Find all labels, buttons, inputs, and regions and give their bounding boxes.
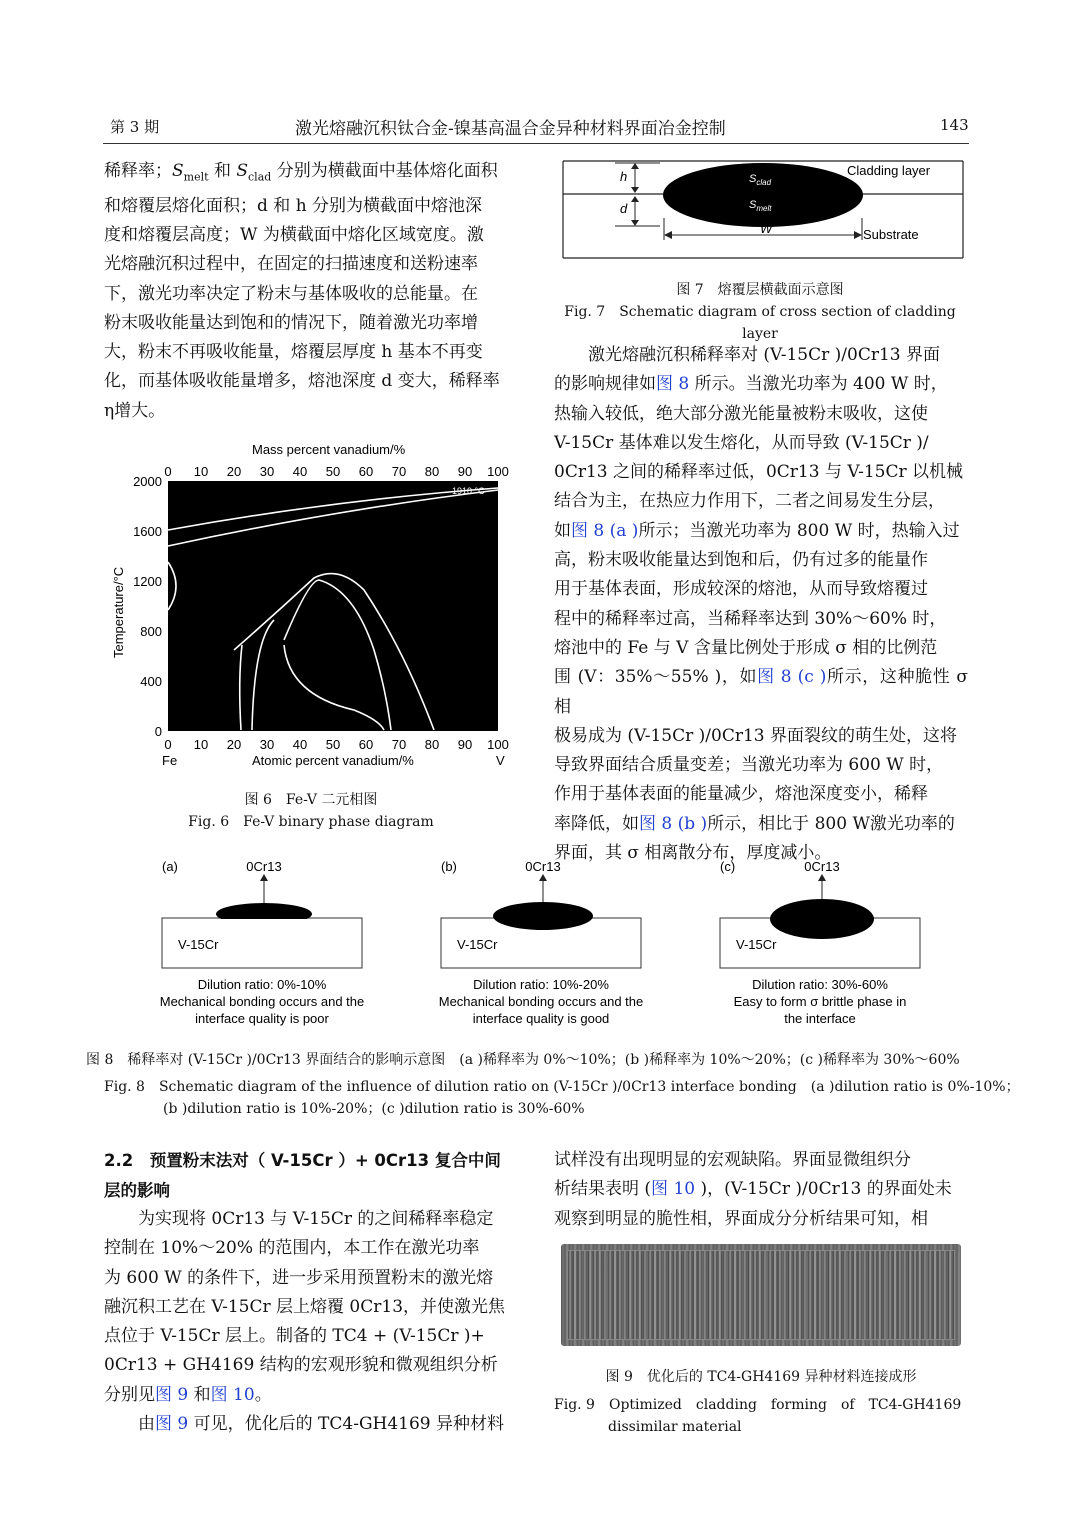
text-line: V-15Cr 基体难以发生熔化，从而导致 (V-15Cr )/: [554, 432, 929, 453]
top-tick-label: 30: [259, 464, 275, 479]
figure-9-caption-en-1: Fig. 9 Optimized cladding forming of TC4-GH4169: [554, 1397, 962, 1413]
top-axis-label: Mass percent vanadium/%: [252, 442, 406, 457]
arrow-head: [818, 874, 826, 881]
fig10-link-2[interactable]: 图 10: [651, 1179, 696, 1200]
y-tick-label: 1600: [133, 524, 162, 539]
melt-pool: [493, 902, 593, 930]
text-line: 粉末吸收能量达到饱和的情况下，随着激光功率增: [104, 312, 478, 333]
panel-tag: (a): [162, 859, 178, 874]
figure-9-caption-cn: 图 9 优化后的 TC4-GH4169 异种材料连接成形: [605, 1369, 917, 1385]
text-line: 下，激光功率决定了粉末与基体吸收的总能量。在: [104, 283, 478, 304]
left-top-paragraph: [104, 157, 518, 426]
fig9-link-2[interactable]: 图 9: [155, 1414, 189, 1435]
substrate-label: Substrate: [863, 227, 919, 242]
text-line: 稀释率；$S_{melt}$ 和 $S_{clad}$ 分别为横截面中基体熔化面积: [104, 161, 498, 184]
section-paragraph: [104, 1205, 518, 1439]
figure-6-phase-diagram: [104, 440, 524, 775]
figure-7-caption-en: Fig. 7 Schematic diagram of cross section of cladding layer: [564, 304, 956, 342]
text-line: 作用于基体表面的能量减少，熔池深度变小，稀释: [554, 784, 928, 805]
photo-sample: [567, 1250, 955, 1340]
label-w: W: [760, 221, 773, 236]
text-line: 由图 9 可见，优化后的 TC4-GH4169 异种材料: [138, 1414, 505, 1435]
fig8b-link[interactable]: 图 8 (b ): [639, 813, 708, 834]
panel-desc-line: Mechanical bonding occurs and the: [438, 994, 644, 1009]
y-tick-label: 800: [140, 624, 162, 639]
y-tick-label: 2000: [133, 474, 162, 489]
text-line: 析结果表明 (图 10 )，(V-15Cr )/0Cr13 的界面处未: [554, 1179, 952, 1200]
panel-0cr13-label: 0Cr13: [246, 859, 282, 874]
top-tick-label: 80: [424, 464, 440, 479]
text-line: 导致界面结合质量变差；当激光功率为 600 W 时，: [554, 755, 944, 776]
panel-desc-line: the interface: [784, 1011, 856, 1026]
bottom-tick-label: 100: [487, 737, 509, 752]
panel-0cr13-label: 0Cr13: [804, 859, 840, 874]
substrate-fill: [210, 919, 320, 934]
panel-dilution-label: Dilution ratio: 30%-60%: [752, 977, 888, 992]
panel-substrate-label: V-15Cr: [178, 937, 219, 952]
text-line: 为 600 W 的条件下，进一步采用预置粉末的激光熔: [104, 1267, 494, 1288]
y-tick-label: 400: [140, 674, 162, 689]
text-line: 分别见图 9 和图 10。: [104, 1384, 272, 1405]
bottom-tick-label: 30: [259, 737, 275, 752]
top-tick-label: 70: [391, 464, 407, 479]
text-line: 为实现将 0Cr13 与 V-15Cr 的之间稀释率稳定: [138, 1209, 494, 1229]
text-line: 程中的稀释率过高，当稀释率达到 30%～60% 时，: [554, 608, 947, 629]
figure-9-photo: [561, 1244, 961, 1346]
bottom-tick-label: 10: [193, 737, 209, 752]
panel-desc-line: interface quality is good: [472, 1011, 610, 1026]
text-line: η增大。: [104, 400, 166, 421]
fig8-panel: [720, 859, 920, 1026]
text-line: 高，粉末吸收能量达到饱和后，仍有过多的能量作: [554, 550, 928, 571]
text-line: 结合为主，在热应力作用下，二者之间易发生分层，: [554, 491, 945, 512]
bottom-tick-label: 50: [325, 737, 341, 752]
bottom-tick-label: 60: [358, 737, 374, 752]
top-tick-label: 40: [292, 464, 308, 479]
bottom-tick-label: 20: [226, 737, 242, 752]
panel-desc-line: interface quality is poor: [195, 1011, 329, 1026]
top-tick-label: 60: [358, 464, 374, 479]
section-heading: [104, 1146, 518, 1206]
panel-desc-line: Easy to form σ brittle phase in: [733, 994, 907, 1009]
label-d: d: [620, 201, 628, 216]
panel-desc-line: Mechanical bonding occurs and the: [159, 994, 365, 1009]
panel-tag: (c): [720, 859, 736, 874]
bottom-tick-label: 70: [391, 737, 407, 752]
page-number: 143: [940, 116, 969, 134]
text-line: 0Cr13 之间的稀释率过低，0Cr13 与 V-15Cr 以机械: [554, 462, 964, 483]
label-s-clad: $S_{clad}$: [749, 173, 772, 187]
bottom-tick-label: 80: [424, 737, 440, 752]
running-header-title: 激光熔融沉积钛合金-镍基高温合金异种材料界面冶金控制: [295, 119, 726, 139]
figure-7-cladding-diagram: [560, 158, 965, 266]
top-tick-label: 0: [164, 464, 172, 479]
text-line: 用于基体表面，形成较深的熔池，从而导致熔覆过: [554, 579, 928, 600]
text-line: 控制在 10%～20% 的范围内，本工作在激光功率: [104, 1238, 480, 1259]
section-heading-line1: 2.2 预置粉末法对（ V-15Cr ）+ 0Cr13 复合中间: [104, 1151, 501, 1170]
text-line: 率降低，如图 8 (b )所示，相比于 800 W激光功率的: [554, 813, 955, 834]
label-s-melt: $S_{melt}$: [749, 199, 772, 213]
figure-8-caption-en-1: Fig. 8 Schematic diagram of the influence of dilution ratio on (V-15Cr )/0Cr13 interface bonding (a )dilution ratio is 0%-10%；: [104, 1079, 1020, 1095]
figure-8-schematic: [140, 853, 940, 1033]
cladding-layer-label: Cladding layer: [847, 163, 931, 178]
right-top-paragraph: [554, 341, 968, 868]
figure-6-caption-en: Fig. 6 Fe-V binary phase diagram: [188, 814, 434, 830]
bottom-tick-label: 90: [457, 737, 473, 752]
bottom-tick-label: 0: [164, 737, 172, 752]
text-line: 观察到明显的脆性相，界面成分分析结果可知，相: [554, 1208, 928, 1229]
arrow-head: [539, 874, 547, 881]
melt-pool: [770, 899, 874, 939]
text-line: 大，粉末不再吸收能量，熔覆层厚度 h 基本不再变: [104, 342, 483, 363]
fig8-panel: [160, 859, 365, 1026]
text-line: 界面，其 σ 相离散分布，厚度减小。: [554, 843, 832, 864]
panel-substrate-label: V-15Cr: [736, 937, 777, 952]
top-tick-label: 20: [226, 464, 242, 479]
text-line: 试样没有出现明显的宏观缺陷。界面显微组织分: [554, 1150, 911, 1170]
fig8-link[interactable]: 图 8: [656, 374, 690, 395]
text-line: 融沉积工艺在 V-15Cr 层上熔覆 0Cr13，并使激光焦: [104, 1296, 506, 1317]
text-line: 熔池中的 Fe 与 V 含量比例处于形成 σ 相的比例范: [554, 637, 938, 658]
top-tick-label: 90: [457, 464, 473, 479]
y-axis-label: Temperature/°C: [111, 566, 126, 658]
v-label: V: [496, 753, 505, 768]
melting-annotation: 1910 °C: [452, 486, 485, 496]
top-tick-label: 10: [193, 464, 209, 479]
figure-7-caption-cn: 图 7 熔覆层横截面示意图: [676, 282, 844, 298]
panel-0cr13-label: 0Cr13: [525, 859, 561, 874]
text-line: 度和熔覆层高度；W 为横截面中熔化区域宽度。激: [104, 224, 484, 245]
figure-6-caption-cn: 图 6 Fe-V 二元相图: [244, 792, 378, 808]
text-line: 激光熔融沉积稀释率对 (V-15Cr )/0Cr13 界面: [588, 345, 941, 365]
fig8-panel: [439, 859, 644, 1026]
figure-8-caption-en-2: (b )dilution ratio is 10%-20%；(c )dilution ratio is 30%-60%: [163, 1101, 585, 1117]
top-tick-label: 100: [487, 464, 509, 479]
y-tick-label: 1200: [133, 574, 162, 589]
text-line: 化，而基体吸收能量增多，熔池深度 d 变大，稀释率: [104, 371, 500, 392]
header-rule: [103, 143, 969, 144]
text-line: 0Cr13 + GH4169 结构的宏观形貌和微观组织分析: [104, 1355, 498, 1376]
bottom-axis-label: Atomic percent vanadium/%: [252, 753, 414, 768]
text-line: 光熔融沉积过程中，在固定的扫描速度和送粉速率: [104, 254, 478, 275]
fig8c-link[interactable]: 图 8 (c ): [757, 667, 827, 688]
clad-melt-ellipse: [663, 163, 863, 227]
fig9-link[interactable]: 图 9: [155, 1384, 189, 1405]
section-heading-line2: 层的影响: [104, 1181, 170, 1200]
text-line: 的影响规律如图 8 所示。当激光功率为 400 W 时，: [554, 374, 948, 395]
text-line: 热输入较低，绝大部分激光能量被粉末吸收，这使: [554, 403, 928, 424]
top-tick-label: 50: [325, 464, 341, 479]
figure-8-caption-cn: 图 8 稀释率对 (V-15Cr )/0Cr13 界面结合的影响示意图 (a )稀释率为 0%～10%；(b )稀释率为 10%～20%；(c )稀释率为 30%～60%: [86, 1052, 960, 1068]
right-bottom-paragraph: [554, 1146, 968, 1234]
panel-dilution-label: Dilution ratio: 0%-10%: [197, 977, 327, 992]
panel-tag: (b): [441, 859, 457, 874]
panel-dilution-label: Dilution ratio: 10%-20%: [473, 977, 609, 992]
text-line: 和熔覆层熔化面积；d 和 h 分别为横截面中熔池深: [104, 195, 483, 216]
text-line: 围 (V：35%～55% )，如图 8 (c )所示，这种脆性 σ 相: [554, 667, 968, 717]
text-line: 点位于 V-15Cr 层上。制备的 TC4 + (V-15Cr )+: [104, 1326, 485, 1347]
y-tick-label: 0: [154, 724, 162, 739]
figure-9-caption-en-2: dissimilar material: [608, 1419, 742, 1435]
panel-substrate-label: V-15Cr: [457, 937, 498, 952]
text-line: 如图 8 (a )所示；当激光功率为 800 W 时，热输入过: [554, 520, 960, 541]
arrow-head: [260, 874, 268, 881]
bottom-tick-label: 40: [292, 737, 308, 752]
fig8a-link[interactable]: 图 8 (a ): [571, 520, 639, 541]
fig10-link[interactable]: 图 10: [210, 1384, 255, 1405]
fe-label: Fe: [162, 753, 178, 768]
label-h: h: [620, 169, 628, 184]
phase-field-area: [168, 481, 498, 731]
text-line: 极易成为 (V-15Cr )/0Cr13 界面裂纹的萌生处，这将: [554, 725, 958, 746]
running-header-issue: 第 3 期: [110, 118, 160, 136]
